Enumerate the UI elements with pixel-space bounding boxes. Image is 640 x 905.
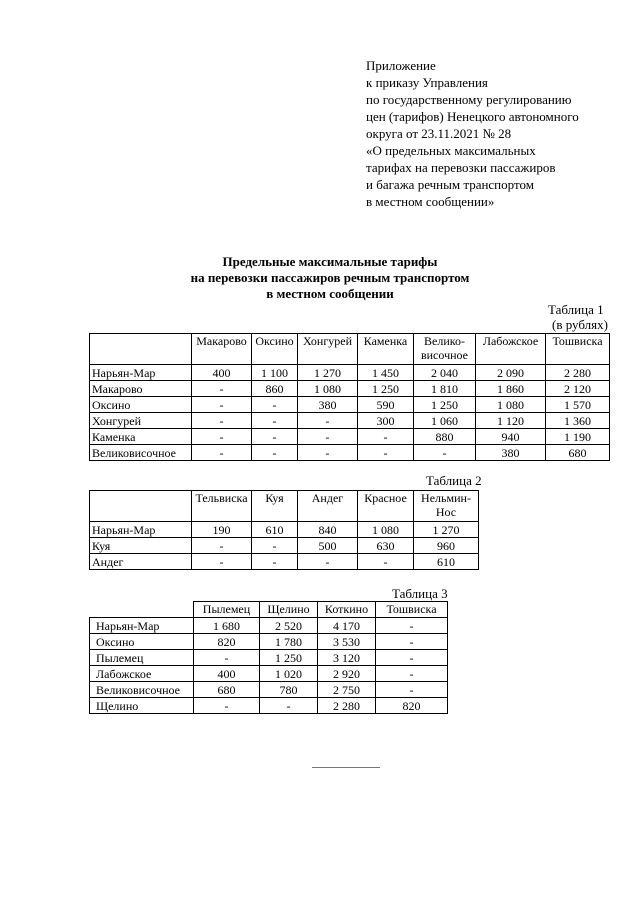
tariff-cell: - — [252, 538, 298, 554]
title-line: Предельные максимальные тарифы — [222, 254, 438, 269]
tariff-cell: 780 — [260, 682, 318, 698]
tariff-cell: - — [192, 538, 252, 554]
row-label: Макарово — [90, 381, 192, 397]
table2-caption: Таблица 2 — [426, 473, 482, 488]
tariff-cell: 2 280 — [546, 365, 610, 381]
tariff-cell: 400 — [194, 666, 260, 682]
row-label: Хонгурей — [90, 413, 192, 429]
title-line: на перевозки пассажиров речным транспортом — [190, 270, 470, 285]
tariff-cell: 1 810 — [414, 381, 476, 397]
tariff-cell: 2 090 — [476, 365, 546, 381]
tariff-cell: 4 170 — [318, 618, 376, 634]
tariff-cell: - — [252, 429, 298, 445]
tariff-cell: 1 270 — [298, 365, 358, 381]
tariff-cell: 1 450 — [358, 365, 414, 381]
tariff-cell: - — [252, 445, 298, 461]
column-header: Андег — [298, 491, 358, 522]
table1-units: (в рублях) — [552, 317, 608, 332]
column-header: Каменка — [358, 334, 414, 365]
tariff-cell: - — [298, 413, 358, 429]
tariff-cell: 3 530 — [318, 634, 376, 650]
table-row — [90, 538, 479, 554]
row-label: Оксино — [90, 634, 194, 650]
table-body — [90, 365, 610, 461]
tariff-cell: 1 080 — [298, 381, 358, 397]
column-header: Щелино — [260, 602, 318, 618]
table-row — [90, 445, 610, 461]
column-header: Тошвиска — [546, 334, 610, 365]
column-header: Пылемец — [194, 602, 260, 618]
tariff-cell: 820 — [194, 634, 260, 650]
column-header: Куя — [252, 491, 298, 522]
table-row — [90, 522, 479, 538]
tariff-cell: 1 020 — [260, 666, 318, 682]
tariff-cell: - — [192, 445, 252, 461]
tariff-cell: 380 — [476, 445, 546, 461]
tariff-cell: 1 270 — [414, 522, 479, 538]
tariff-cell: 1 080 — [476, 397, 546, 413]
row-label: Нарьян-Мар — [90, 618, 194, 634]
row-label: Пылемец — [90, 650, 194, 666]
tariff-cell: 1 680 — [194, 618, 260, 634]
appendix-line: по государственному регулированию — [366, 92, 572, 107]
tariff-cell: 680 — [194, 682, 260, 698]
tariff-cell: 1 250 — [358, 381, 414, 397]
tariff-cell: 1 100 — [252, 365, 298, 381]
table-header-row — [90, 491, 479, 522]
tariff-cell: 1 780 — [260, 634, 318, 650]
row-label: Великовисочное — [90, 682, 194, 698]
tariff-cell: 860 — [252, 381, 298, 397]
table-row — [90, 618, 448, 634]
tariff-cell: - — [298, 429, 358, 445]
footer-divider — [312, 767, 380, 768]
appendix-line: в местном сообщении» — [366, 194, 495, 209]
tariff-table-3 — [89, 601, 448, 714]
tariff-cell: 2 120 — [546, 381, 610, 397]
row-label: Оксино — [90, 397, 192, 413]
tariff-cell: - — [252, 397, 298, 413]
table-row — [90, 429, 610, 445]
row-label: Каменка — [90, 429, 192, 445]
tariff-cell: 400 — [192, 365, 252, 381]
tariff-cell: - — [376, 682, 448, 698]
column-header-line: височное — [420, 348, 469, 362]
tariff-cell: 1 860 — [476, 381, 546, 397]
tariff-cell: 1 360 — [546, 413, 610, 429]
tariff-cell: - — [298, 554, 358, 570]
tariff-cell: - — [376, 666, 448, 682]
tariff-cell: - — [298, 445, 358, 461]
appendix-line: «О предельных максимальных — [366, 143, 536, 158]
table-body — [90, 522, 479, 570]
column-header: Тельвиска — [192, 491, 252, 522]
table-row — [90, 634, 448, 650]
column-header — [414, 334, 476, 365]
tariff-cell: 1 120 — [476, 413, 546, 429]
appendix-line: округа от 23.11.2021 № 28 — [366, 126, 512, 141]
table-row — [90, 397, 610, 413]
column-header-line: Нос — [435, 505, 457, 519]
table-row — [90, 666, 448, 682]
row-label: Андег — [90, 554, 192, 570]
tariff-cell: 840 — [298, 522, 358, 538]
column-header: Оксино — [252, 334, 298, 365]
table-row — [90, 650, 448, 666]
table-corner-cell — [90, 602, 194, 618]
tariff-cell: - — [376, 634, 448, 650]
tariff-cell: - — [192, 381, 252, 397]
tariff-cell: - — [358, 554, 414, 570]
column-header: Хонгурей — [298, 334, 358, 365]
tariff-cell: 960 — [414, 538, 479, 554]
tariff-cell: - — [414, 445, 476, 461]
row-label: Щелино — [90, 698, 194, 714]
tariff-cell: 680 — [546, 445, 610, 461]
row-label: Нарьян-Мар — [90, 522, 192, 538]
tariff-cell: 1 060 — [414, 413, 476, 429]
tariff-cell: - — [376, 650, 448, 666]
tariff-cell: 1 570 — [546, 397, 610, 413]
tariff-cell: 1 250 — [414, 397, 476, 413]
tariff-cell: 300 — [358, 413, 414, 429]
tariff-cell: 630 — [358, 538, 414, 554]
appendix-reference — [366, 57, 626, 210]
tariff-cell: 880 — [414, 429, 476, 445]
tariff-cell: 2 040 — [414, 365, 476, 381]
table-row — [90, 413, 610, 429]
tariff-table-1 — [89, 333, 610, 461]
table-header-row — [90, 334, 610, 365]
tariff-cell: 940 — [476, 429, 546, 445]
column-header: Макарово — [192, 334, 252, 365]
tariff-table-2 — [89, 490, 479, 570]
row-label: Куя — [90, 538, 192, 554]
column-header: Коткино — [318, 602, 376, 618]
table-row — [90, 381, 610, 397]
table-row — [90, 682, 448, 698]
row-label: Нарьян-Мар — [90, 365, 192, 381]
column-header-line: Нельмин- — [421, 491, 471, 505]
tariff-cell: 610 — [414, 554, 479, 570]
tariff-cell: 2 520 — [260, 618, 318, 634]
tariff-cell: 610 — [252, 522, 298, 538]
tariff-cell: - — [252, 413, 298, 429]
tariff-cell: 1 190 — [546, 429, 610, 445]
appendix-line: цен (тарифов) Ненецкого автономного — [366, 109, 579, 124]
column-header-line: Велико- — [424, 334, 465, 348]
tariff-cell: - — [252, 554, 298, 570]
tariff-cell: - — [358, 429, 414, 445]
tariff-cell: 2 750 — [318, 682, 376, 698]
tariff-cell: 380 — [298, 397, 358, 413]
tariff-cell: 3 120 — [318, 650, 376, 666]
column-header — [414, 491, 479, 522]
tariff-cell: - — [194, 698, 260, 714]
table-corner-cell — [90, 491, 192, 522]
column-header: Лабожское — [476, 334, 546, 365]
tariff-cell: - — [194, 650, 260, 666]
tariff-cell: 590 — [358, 397, 414, 413]
column-header: Тошвиска — [376, 602, 448, 618]
appendix-line: Приложение — [366, 58, 436, 73]
tariff-cell: 1 250 — [260, 650, 318, 666]
tariff-cell: 500 — [298, 538, 358, 554]
table-row — [90, 554, 479, 570]
tariff-cell: 2 920 — [318, 666, 376, 682]
tariff-cell: 190 — [192, 522, 252, 538]
tariff-cell: - — [192, 397, 252, 413]
table-row — [90, 698, 448, 714]
tariff-cell: - — [192, 554, 252, 570]
table-body — [90, 618, 448, 714]
appendix-line: тарифах на перевозки пассажиров — [366, 160, 556, 175]
tariff-cell: - — [192, 429, 252, 445]
tariff-cell: - — [260, 698, 318, 714]
tariff-cell: - — [376, 618, 448, 634]
table-row — [90, 365, 610, 381]
table1-caption: Таблица 1 — [548, 302, 604, 317]
column-header: Красное — [358, 491, 414, 522]
tariff-cell: 1 080 — [358, 522, 414, 538]
tariff-cell: 820 — [376, 698, 448, 714]
table3-caption: Таблица 3 — [392, 586, 448, 601]
tariff-cell: - — [358, 445, 414, 461]
appendix-line: и багажа речным транспортом — [366, 177, 534, 192]
tariff-cell: - — [192, 413, 252, 429]
table-corner-cell — [90, 334, 192, 365]
tariff-cell: 2 280 — [318, 698, 376, 714]
row-label: Великовисочное — [90, 445, 192, 461]
title-line: в местном сообщении — [266, 286, 394, 301]
row-label: Лабожское — [90, 666, 194, 682]
appendix-line: к приказу Управления — [366, 75, 488, 90]
document-title — [150, 254, 510, 302]
table-header-row — [90, 602, 448, 618]
